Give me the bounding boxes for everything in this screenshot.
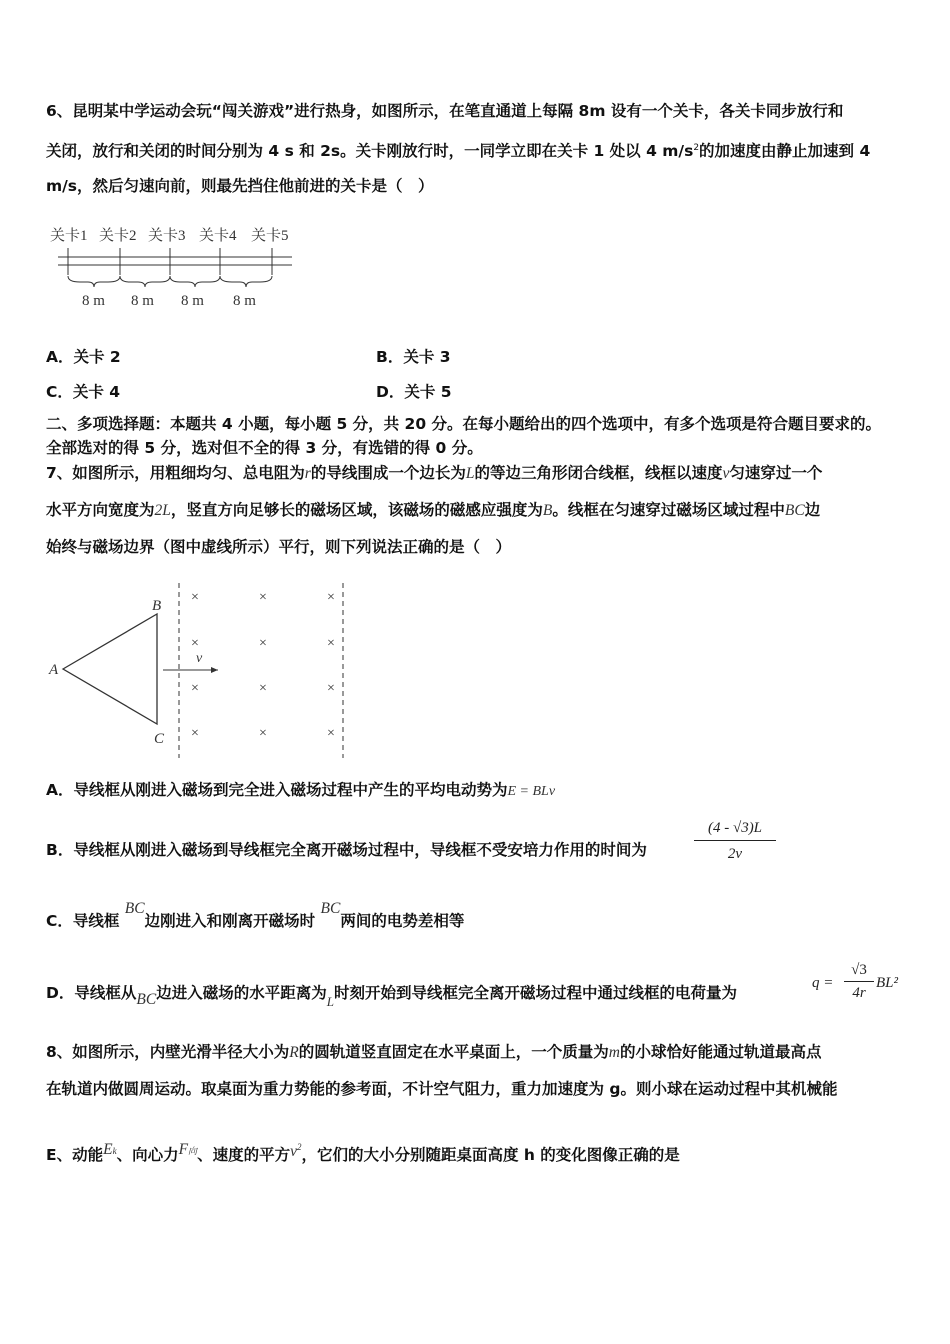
q7-option-c-bc-2: BC — [320, 900, 341, 917]
q7-option-a-text: A．导线框从刚进入磁场到完全进入磁场过程中产生的平均电动势为 — [46, 781, 508, 799]
q7-l2c: ，竖直方向足够长的磁场区域，该磁场的磁感应强度为 — [170, 501, 543, 519]
q8-m: m — [608, 1044, 620, 1061]
q8-Ek-main: E — [103, 1141, 113, 1159]
section2-line-2: 全部选对的得 5 分，选对但不全的得 3 分，有选错的得 0 分。 — [46, 439, 483, 457]
spacing-label-3: 8 m — [181, 293, 204, 309]
spacing-label-4: 8 m — [233, 293, 256, 309]
fraction-denominator: 4r — [844, 981, 874, 1002]
q7-l1e: 的等边三角形闭合线框，线框以速度 — [474, 464, 723, 482]
q7-line-3: 始终与磁场边界（图中虚线所示）平行，则下列说法正确的是（ ） — [46, 538, 512, 556]
q7-line-1 — [46, 463, 822, 484]
q8-v2 — [290, 1143, 301, 1160]
q7-l1a: 7、如图所示，用粗细均匀、总电阻为 — [46, 464, 305, 482]
q7-l2g: 边 — [804, 501, 821, 519]
q6-option-b: B．关卡 3 — [376, 348, 451, 366]
q6-line-3: m/s，然后匀速向前，则最先挡住他前进的关卡是（ ） — [46, 177, 434, 195]
q8-line-2: 在轨道内做圆周运动。取桌面为重力势能的参考面，不计空气阻力，重力加速度为 g。则小球在运动过程中其机械能 — [46, 1080, 838, 1098]
gate-label-5: 关卡5 — [251, 228, 289, 244]
section2-line-1: 二、多项选择题：本题共 4 小题，每小题 5 分，共 20 分。在每小题给出的四个选项中，有多个选项是符合题目要求的。 — [46, 415, 882, 433]
q7-BC: BC — [784, 502, 805, 519]
q8-l3c: 、向心力 — [116, 1146, 179, 1165]
fraction-numerator: (4 - √3)L — [707, 820, 763, 836]
q7-option-b-fraction — [694, 818, 776, 864]
q7-l1c: 的导线围成一个边长为 — [310, 464, 466, 482]
q7-option-c-3: 两间的电势差相等 — [340, 912, 465, 930]
spacing-label-2: 8 m — [131, 293, 154, 309]
gate-label-1: 关卡1 — [50, 228, 88, 244]
q6-line-2-tail: 的加速度由静止加速到 4 — [699, 142, 871, 161]
q8-l3a: E、动能 — [46, 1146, 104, 1165]
vertex-b: B — [152, 598, 162, 614]
q7-L: L — [465, 465, 475, 482]
q8-line-1 — [46, 1042, 822, 1063]
q7-option-c-1: C．导线框 — [46, 912, 120, 930]
q8-l1a: 8、如图所示，内壁光滑半径大小为 — [46, 1043, 290, 1061]
q7-line-2 — [46, 500, 820, 521]
brace-3 — [170, 276, 220, 287]
cross: × — [259, 726, 267, 741]
q7-option-d — [46, 983, 737, 1009]
brace-2 — [120, 276, 170, 287]
q7-option-c-2: 边刚进入和刚离开磁场时 — [144, 912, 316, 930]
gate-label-2: 关卡2 — [99, 228, 137, 244]
q7-v: v — [722, 465, 730, 482]
q7-2L: 2L — [154, 502, 171, 519]
q7-option-d-fraction — [844, 961, 874, 1002]
gate-label-4: 关卡4 — [199, 228, 237, 244]
q8-Ek — [103, 1141, 116, 1158]
cross: × — [191, 681, 199, 696]
fraction-numerator: √3 — [851, 962, 867, 978]
cross: × — [191, 590, 199, 605]
q7-option-d-1: D．导线框从 — [46, 984, 137, 1002]
q8-F-main: F — [178, 1141, 189, 1159]
q6-option-c: C．关卡 4 — [46, 383, 121, 401]
q7-option-c-bc-1: BC — [124, 900, 145, 917]
vertex-a: A — [49, 662, 59, 678]
q7-l1g: 匀速穿过一个 — [729, 464, 823, 482]
gate-label-3: 关卡3 — [148, 228, 186, 244]
q8-l1c: 的圆轨道竖直固定在水平桌面上，一个质量为 — [298, 1043, 609, 1061]
q8-Ek-sub: k — [112, 1146, 117, 1157]
q6-option-d: D．关卡 5 — [376, 383, 452, 401]
q8-l1e: 的小球恰好能通过轨道最高点 — [619, 1043, 822, 1061]
q7-l2a: 水平方向宽度为 — [46, 501, 155, 519]
velocity-label: v — [196, 651, 203, 666]
vertex-c: C — [154, 731, 165, 747]
q7-option-d-2: 边进入磁场的水平距离为 — [156, 984, 327, 1002]
cross: × — [259, 681, 267, 696]
q6-line-1: 6、昆明某中学运动会玩“闯关游戏”进行热身，如图所示，在笔直通道上每隔 8m 设有一个关卡，各关卡同步放行和 — [46, 102, 844, 120]
q6-line-2-text: 关闭，放行和关闭的时间分别为 4 s 和 2s。关卡刚放行时，一同学立即在关卡 1 处以 4 m/s — [46, 142, 694, 161]
q8-F — [179, 1141, 197, 1158]
cross: × — [327, 726, 335, 741]
q7-option-d-tail: BL² — [876, 975, 899, 991]
q7-r: r — [304, 465, 311, 482]
cross: × — [191, 726, 199, 741]
q6-sup: 2 — [693, 143, 700, 153]
q7-option-c — [46, 900, 465, 932]
q7-figure-magnetic-field — [46, 578, 356, 763]
q8-R: R — [289, 1044, 299, 1061]
arrow-head — [211, 667, 218, 673]
q7-option-b: B．导线框从刚进入磁场到导线框完全离开磁场过程中，导线框不受安培力作用的时间为 — [46, 841, 647, 859]
q7-option-a — [46, 780, 555, 802]
cross: × — [327, 636, 335, 651]
cross: × — [191, 636, 199, 651]
q7-option-d-q: q = — [812, 975, 834, 991]
cross: × — [259, 590, 267, 605]
brace-4 — [220, 276, 272, 287]
q7-option-d-bc: BC — [136, 991, 157, 1008]
q8-F-sub: 向 — [188, 1146, 198, 1157]
brace-1 — [68, 276, 120, 287]
q8-v-main: v — [290, 1143, 297, 1161]
q6-option-a: A．关卡 2 — [46, 348, 121, 366]
q8-l3g: ，它们的大小分别随距桌面高度 h 的变化图像正确的是 — [301, 1146, 680, 1165]
q8-line-3 — [46, 1141, 680, 1167]
cross: × — [259, 636, 267, 651]
field-crosses — [191, 590, 335, 741]
triangle-frame — [63, 614, 157, 724]
q8-l3e: 、速度的平方 — [197, 1146, 291, 1165]
q6-line-2 — [46, 138, 870, 161]
q7-B: B — [542, 502, 553, 519]
q7-option-a-formula: E = BLv — [507, 784, 556, 799]
cross: × — [327, 681, 335, 696]
q6-figure-gates — [50, 220, 300, 315]
q8-v-sup: 2 — [296, 1142, 302, 1152]
q7-option-d-L: L — [326, 994, 334, 1009]
cross: × — [327, 590, 335, 605]
q7-l2e: 。线框在匀速穿过磁场区域过程中 — [552, 501, 785, 519]
spacing-label-1: 8 m — [82, 293, 105, 309]
q7-option-d-3: 时刻开始到导线框完全离开磁场过程中通过线框的电荷量为 — [333, 984, 737, 1002]
fraction-denominator: 2v — [694, 840, 776, 864]
